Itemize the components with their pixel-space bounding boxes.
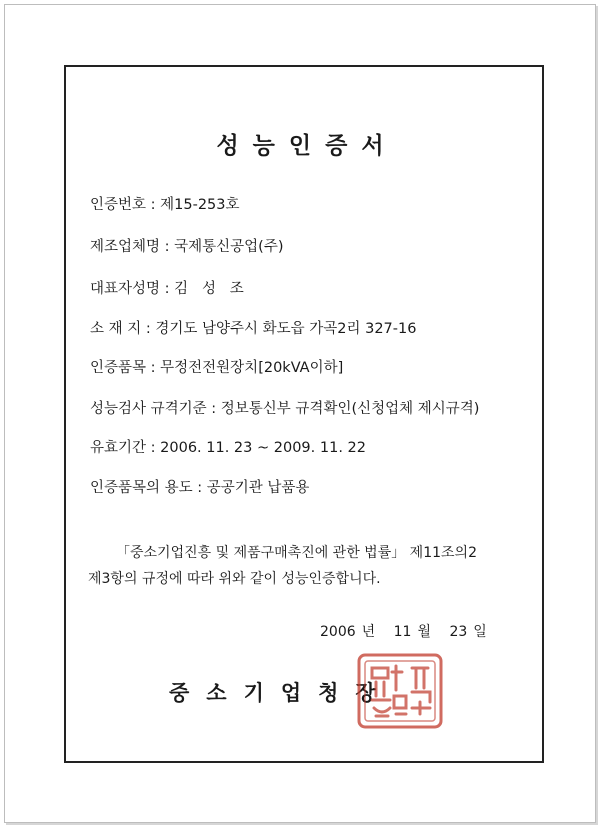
field-label: 인증번호 : [90, 197, 156, 213]
field-value: 경기도 남양주시 화도읍 가곡2리 327-16 [155, 321, 417, 337]
field-label: 유효기간 : [90, 440, 156, 456]
issue-date [320, 621, 493, 641]
field-standard [90, 397, 479, 418]
field-manufacturer [90, 235, 284, 256]
field-value: 제15-253호 [160, 197, 240, 213]
field-label: 소 재 지 : [90, 321, 151, 337]
field-label: 성능검사 규격기준 : [90, 401, 217, 417]
field-label: 대표자성명 : [90, 281, 170, 297]
field-value: 김 성 조 [174, 281, 244, 297]
legal-statement [88, 540, 538, 592]
field-representative [90, 277, 244, 298]
date-year: 2006 [320, 624, 356, 640]
field-value: 무정전전원장치[20kVA이하] [160, 360, 344, 376]
date-year-unit: 년 [361, 624, 376, 640]
statement-line: 「중소기업진흥 및 제품구매촉진에 관한 법률」 제11조의2 [116, 545, 477, 561]
field-product [90, 356, 343, 377]
field-value: 국제통신공업(주) [174, 239, 284, 255]
field-value: 2006. 11. 23 ~ 2009. 11. 22 [160, 440, 366, 456]
date-day-unit: 일 [473, 624, 487, 640]
field-label: 인증품목의 용도 : [90, 480, 203, 496]
field-value: 공공기관 납품용 [206, 480, 310, 496]
issuer-name: 중소기업청장 [169, 681, 393, 705]
date-month: 11 [393, 624, 412, 640]
certificate-title: 성능인증서 [216, 133, 398, 159]
date-month-unit: 월 [417, 624, 431, 640]
field-validity [90, 436, 366, 457]
field-address [90, 317, 416, 338]
field-usage [90, 476, 309, 497]
date-day: 23 [449, 624, 468, 640]
official-seal-icon [356, 652, 444, 730]
statement-line: 제3항의 규정에 따라 위와 같이 성능인증합니다. [88, 571, 381, 587]
field-label: 인증품목 : [90, 360, 156, 376]
field-label: 제조업체명 : [90, 239, 170, 255]
field-cert-number [90, 193, 240, 214]
field-value: 정보통신부 규격확인(신청업체 제시규격) [220, 401, 480, 417]
